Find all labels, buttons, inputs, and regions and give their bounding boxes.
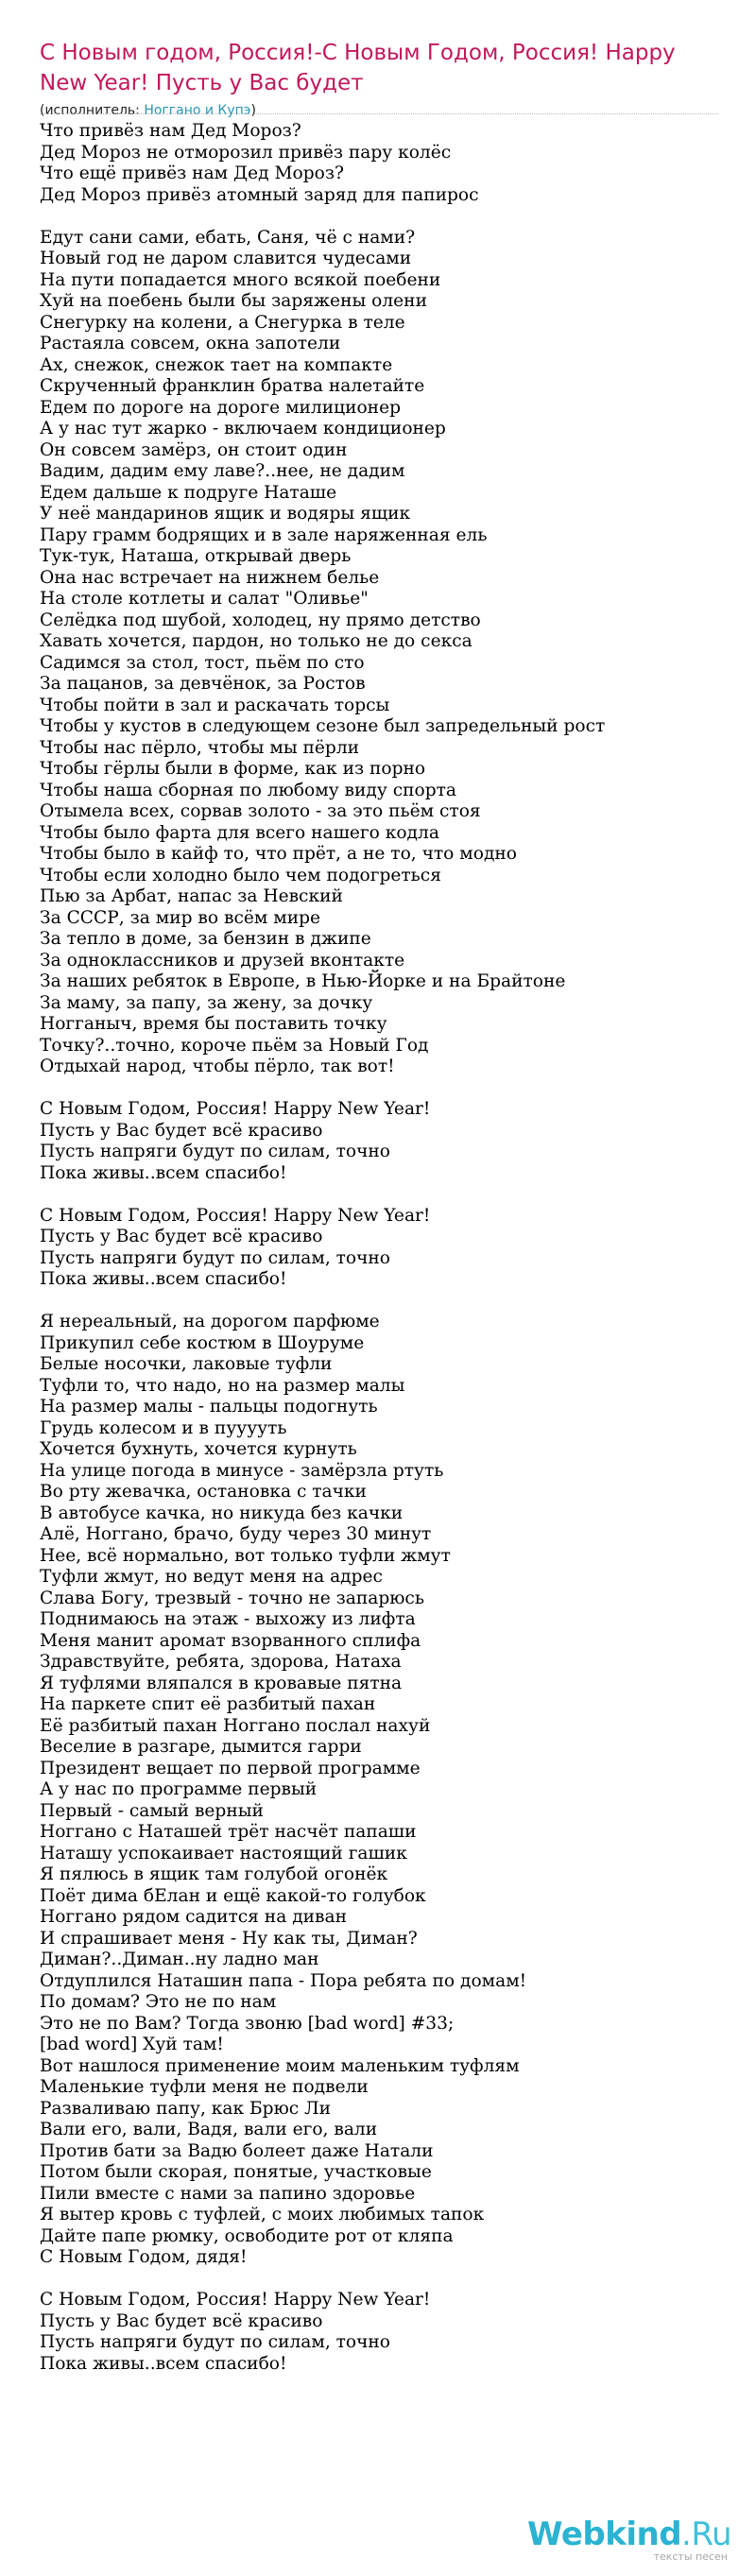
lyric-line: Пару грамм бодрящих и в зале наряженная ель [40,524,488,545]
lyric-line: И спрашивает меня - Ну как ты, Диман? [40,1928,418,1949]
lyric-line: Пока живы..всем спасибо! [40,1269,287,1289]
lyric-line: За СССР, за мир во всём мире [40,907,320,928]
artist-link[interactable]: Ноггано и Купэ [144,103,251,118]
logo-tagline: тексты песен [653,2550,728,2563]
lyric-line: Он совсем замёрз, он стоит один [40,439,348,460]
lyric-line: С Новым Годом, дядя! [40,2247,248,2267]
lyric-line: Пью за Арбат, напас за Невский [40,886,343,906]
lyric-line: Едем дальше к подруге Наташе [40,482,337,503]
artist-prefix: (исполнитель: [40,103,145,118]
lyrics-body [40,121,718,2396]
lyric-line: [bad word] Хуй там! [40,2035,224,2054]
lyric-line: Чтобы у кустов в следующем сезоне был запредельный рост [40,716,606,736]
lyric-line: Алё, Ноггано, брачо, буду через 30 минут [40,1524,432,1544]
lyric-line: Пока живы..всем спасибо! [40,2353,287,2374]
lyric-line: Садимся за стол, тост, пьём по сто [40,652,365,673]
logo-name: Webkind [527,2516,682,2553]
lyric-line: Селёдка под шубой, холодец, ну прямо детство [40,610,481,630]
lyric-line: Новый год не даром славится чудесами [40,249,412,268]
lyric-line: Отымела всех, сорвав золото - за это пьём стоя [40,801,481,821]
lyric-line: Она нас встречает на нижнем белье [40,567,380,588]
lyric-line: Снегурку на колени, а Снегурка в теле [40,312,405,333]
logo-wordmark [527,2517,731,2551]
lyric-line: Я нереальный, на дорогом парфюме [40,1312,380,1331]
lyric-line: Скрученный франклин братва налетайте [40,376,425,396]
lyric-line: Чтобы было в кайф то, что прёт, а не то, что модно [40,844,517,864]
song-title: С Новым годом, Россия!-С Новым Годом, Россия! Happy New Year! Пусть у Вас будет [40,41,676,95]
lyric-line: Грудь колесом и в пууууть [40,1417,287,1438]
lyric-line: Отдуплился Наташин папа - Пора ребята по домам! [40,1970,527,1991]
lyric-line: Растаяла совсем, окна запотели [40,334,341,353]
lyric-line: Чтобы гёрлы были в форме, как из порно [40,759,426,779]
lyric-line: За маму, за папу, за жену, за дочку [40,992,373,1013]
lyric-line: Поёт дима бЕлан и ещё какой-то голубок [40,1885,426,1906]
lyric-line: Хуй на поебень были бы заряжены олени [40,291,427,311]
lyric-line: За тепло в доме, за бензин в джипе [40,929,371,949]
lyric-line: Тук-тук, Наташа, открывай дверь [40,546,352,566]
lyrics-stanza [40,1099,718,1184]
lyric-line: Точку?..точно, короче пьём за Новый Год [40,1035,429,1056]
lyric-line: У неё мандаринов ящик и водяры ящик [40,504,411,524]
lyric-line: Туфли то, что надо, но на размер малы [40,1375,405,1396]
lyric-line: Ах, снежок, снежок тает на компакте [40,354,393,375]
lyric-line: Пусть у Вас будет всё красиво [40,1120,323,1141]
lyric-line: А у нас тут жарко - включаем кондиционер [40,419,446,438]
lyric-line: Потом были скорая, понятые, участковые [40,2162,432,2182]
lyric-line: Пили вместе с нами за папино здоровье [40,2183,416,2204]
logo-tld: .Ru [681,2516,731,2553]
lyric-line: По домам? Это не по нам [40,1992,277,2012]
lyric-line: За одноклассников и друзей вконтакте [40,950,405,970]
lyric-line: Слава Богу, трезвый - точно не запарюсь [40,1588,424,1608]
lyric-line: Поднимаюсь на этаж - выхожу из лифта [40,1609,416,1629]
lyric-line: Это не по Вам? Тогда звоню [bad word] #33; [40,2013,455,2034]
lyric-line: Хавать хочется, пардон, но только не до секса [40,631,472,651]
lyric-line: Чтобы если холодно было чем подогреться [40,865,441,885]
lyric-line: Против бати за Вадю болеет даже Натали [40,2140,434,2161]
lyric-line: Белые носочки, лаковые туфли [40,1354,333,1374]
lyric-line: Пусть напряги будут по силам, точно [40,2332,391,2352]
lyric-line: Маленькие туфли меня не подвели [40,2077,369,2097]
lyric-line: Прикупил себе костюм в Шоуруме [40,1332,365,1353]
lyric-line: Пусть напряги будут по силам, точно [40,1142,391,1161]
lyric-line: С Новым Годом, Россия! Happy New Year! [40,1099,431,1119]
artist-suffix: ) [250,103,256,118]
lyric-line: Во рту жевачка, остановка с тачки [40,1482,367,1502]
lyric-line: Ноггано с Наташей трёт насчёт папаши [40,1822,417,1842]
lyric-line: Дед Мороз привёз атомный заряд для папирос [40,184,479,205]
lyrics-stanza [40,121,718,206]
lyric-line: Вали его, вали, Вадя, вали его, вали [40,2120,378,2139]
lyric-line: Меня манит аромат взорванного сплифа [40,1630,421,1651]
lyric-line: Разваливаю папу, как Брюс Ли [40,2098,332,2119]
lyric-line: Веселие в разгаре, дымится гарри [40,1737,362,1757]
lyric-line: Первый - самый верный [40,1800,264,1821]
lyric-line: Вот нашлося применение моим маленьким туфлям [40,2055,520,2076]
lyric-line: Чтобы нас пёрло, чтобы мы пёрли [40,737,360,758]
lyric-line: Ногганыч, время бы поставить точку [40,1014,387,1034]
lyric-line: Отдыхай народ, чтобы пёрло, так вот! [40,1056,395,1076]
lyric-line: Диман?..Диман..ну ладно ман [40,1949,319,1969]
lyric-line: Нее, всё нормально, вот только туфли жмут [40,1545,451,1566]
lyric-line: Едут сани сами, ебать, Саня, чё с нами? [40,227,416,248]
lyric-line: Наташу успокаивает настоящий гашик [40,1843,407,1863]
lyric-line: А у нас по программе первый [40,1779,318,1799]
lyric-line: В автобусе качка, но никуда без качки [40,1503,404,1523]
lyric-line: На улице погода в минусе - замёрзла ртуть [40,1460,444,1481]
lyric-line: Чтобы пойти в зал и раскачать торсы [40,695,390,715]
lyric-line: Пусть у Вас будет всё красиво [40,2310,323,2331]
lyric-line: На столе котлеты и салат "Оливье" [40,589,369,609]
lyric-line: Ноггано рядом садится на диван [40,1907,347,1927]
lyrics-stanza [40,1206,718,1291]
lyric-line: Туфли жмут, но ведут меня на адрес [40,1567,383,1587]
lyric-line: Её разбитый пахан Ноггано послал нахуй [40,1715,431,1736]
lyric-line: Дед Мороз не отморозил привёз пару колёс [40,142,452,163]
lyric-line: Я туфлями вляпался в кровавые пятна [40,1673,403,1693]
page-header [40,38,718,119]
lyric-line: Президент вещает по первой программе [40,1758,421,1778]
lyric-line: Пусть напряги будут по силам, точно [40,1247,391,1268]
artist-line [40,102,718,119]
lyric-line: Чтобы наша сборная по любому виду спорта [40,780,456,800]
lyric-line: Чтобы было фарта для всего нашего кодла [40,822,439,843]
lyric-line: Что привёз нам Дед Мороз? [40,121,301,141]
lyric-line: С Новым Годом, Россия! Happy New Year! [40,2290,431,2310]
lyric-line: Вадим, дадим ему лаве?..нее, не дадим [40,461,405,481]
lyric-line: На размер малы - пальцы подогнуть [40,1397,378,1417]
lyrics-stanza [40,1312,718,2269]
lyric-line: За наших ребяток в Европе, в Нью-Йорке и на Брайтоне [40,971,566,991]
lyric-line: Что ещё привёз нам Дед Мороз? [40,163,344,183]
lyric-line: Я пялюсь в ящик там голубой огонёк [40,1864,388,1884]
lyrics-stanza [40,228,718,1078]
lyric-line: Дайте папе рюмку, освободите рот от кляпа [40,2225,454,2246]
lyric-line: Хочется бухнуть, хочется курнуть [40,1439,357,1459]
lyric-line: За пацанов, за девчёнок, за Ростов [40,674,366,694]
lyrics-stanza [40,2290,718,2375]
lyric-line: На пути попадается много всякой поебени [40,269,441,290]
lyric-line: Пока живы..всем спасибо! [40,1162,287,1183]
lyric-line: Пусть у Вас будет всё красиво [40,1227,323,1246]
lyric-line: На паркете спит её разбитый пахан [40,1694,376,1714]
site-logo[interactable] [527,2517,731,2563]
lyric-line: Здравствуйте, ребята, здорова, Натаха [40,1652,402,1672]
lyric-line: С Новым Годом, Россия! Happy New Year! [40,1205,431,1226]
lyric-line: Я вытер кровь с туфлей, с моих любимых тапок [40,2205,485,2224]
lyric-line: Едем по дороге на дороге милиционер [40,397,401,418]
header-divider [40,113,718,114]
